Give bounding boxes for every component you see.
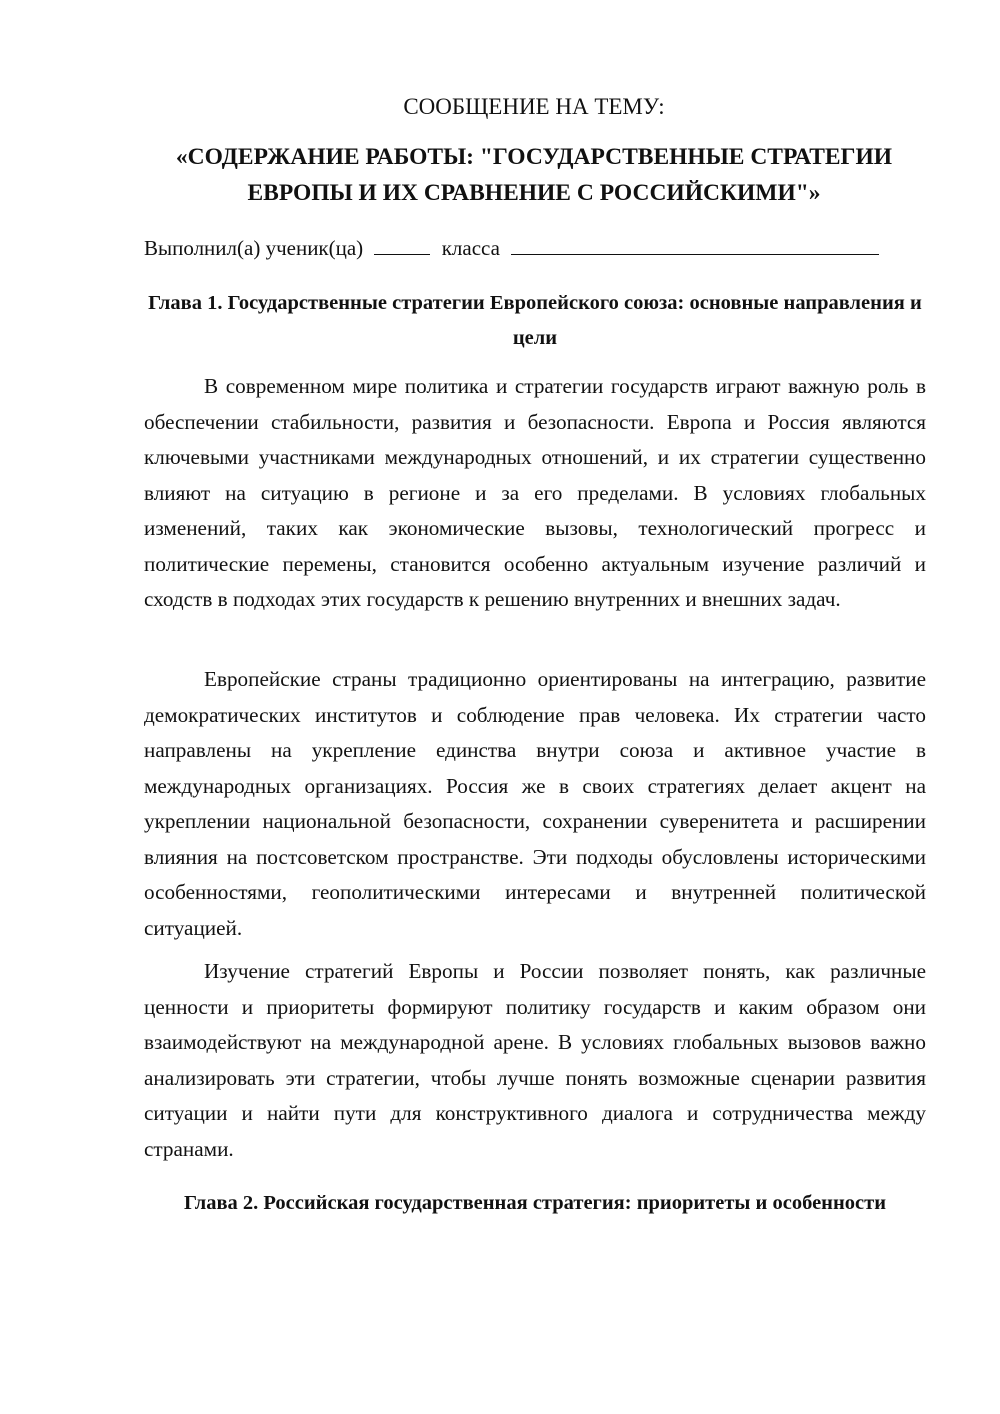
chapter-2-heading: Глава 2. Российская государственная стратегия: приоритеты и особенности xyxy=(183,1192,887,1214)
chapter-1-heading: Глава 1. Государственные стратегии Европейского союза: основные направления и цели xyxy=(148,292,922,349)
document-title-line-1: «СОДЕРЖАНИЕ РАБОТЫ: "ГОСУДАРСТВЕННЫЕ СТРАТЕГИИ xyxy=(175,144,893,170)
author-prefix: Выполнил(а) ученик(ца) xyxy=(144,236,364,260)
chapter-1-paragraph-2: Европейские страны традиционно ориентированы на интеграцию, развитие демократических институтов и соблюдение прав человека. Их стратегии часто направлены на укрепление единства внутри союза и активное участие в международных организациях. Россия же в своих стратегиях делает акцент на укреплении национальной безопасности, сохранении суверенитета и расширении влияния на постсоветском пространстве. Эти подходы обусловлены историческими особенностями, геополитическими интересами и внутренней политической ситуацией. xyxy=(144,667,926,940)
name-blank xyxy=(511,234,879,255)
document-kicker: СООБЩЕНИЕ НА ТЕМУ: xyxy=(403,94,665,119)
chapter-1-paragraph-3: Изучение стратегий Европы и России позволяет понять, как различные ценности и приоритеты формируют политику государств и каким образом они взаимодействуют на международной арене. В условиях глобальных вызовов важно анализировать эти стратегии, чтобы лучше понять возможные сценарии развития ситуации и найти пути для конструктивного диалога и сотрудничества между странами. xyxy=(144,959,926,1161)
document-title-line-2: ЕВРОПЫ И ИХ СРАВНЕНИЕ С РОССИЙСКИМИ"» xyxy=(247,180,821,206)
chapter-1-paragraph-1: В современном мире политика и стратегии государств играют важную роль в обеспечении стабильности, развития и безопасности. Европа и Россия являются ключевыми участниками международных отношений, и их стратегии существенно влияют на ситуацию в регионе и за его пределами. В условиях глобальных изменений, таких как экономические вызовы, технологический прогресс и политические перемены, становится особенно актуальным изучение различий и сходств в подходах этих государств к решению внутренних и внешних задач. xyxy=(144,374,926,611)
author-middle: класса xyxy=(441,236,500,260)
grade-blank xyxy=(374,234,430,255)
author-line xyxy=(144,234,879,261)
